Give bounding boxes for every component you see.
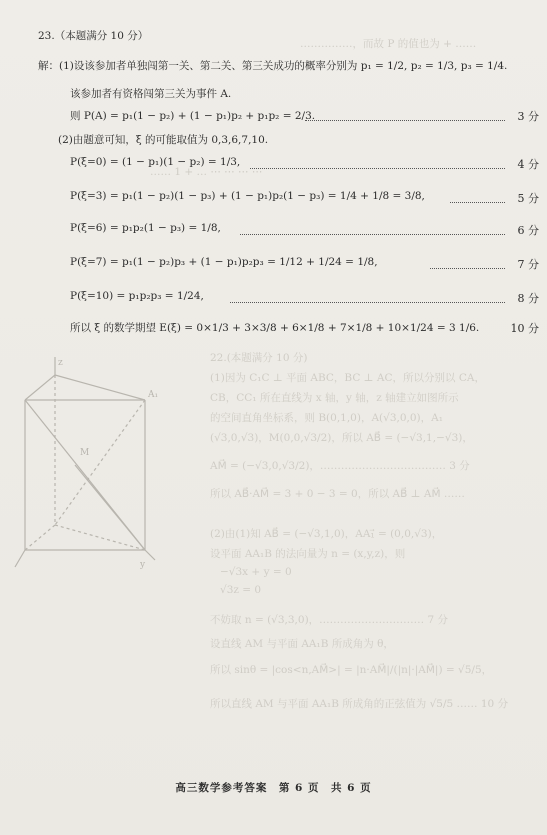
ghost-line: 的空间直角坐标系，则 B(0,1,0)，A(√3,0,0)，A₁: [210, 412, 443, 424]
prob-row-6: P(ξ=6) = p₁p₂(1 − p₃) = 1/8,: [70, 222, 221, 234]
ghost-line: (√3,0,√3)，M(0,0,√3/2)，所以 AB⃗ = (−√3,1,−√3)，: [210, 432, 473, 444]
vertex-a1-label: A₁: [148, 390, 159, 400]
expectation-line: 所以 ξ 的数学期望 E(ξ) = 0×1/3 + 3×3/8 + 6×1/8 + 7×1/8 + 10×1/24 = 3 1/6.: [70, 322, 480, 334]
ghost-line: 不妨取 n = (√3,3,0)，………………………… 7 分: [210, 614, 449, 626]
point-m-label: M: [80, 448, 90, 458]
prob-row-10: P(ξ=10) = p₁p₂p₃ = 1/24,: [70, 290, 204, 302]
page-footer: 高三数学参考答案 第 6 页 共 6 页: [175, 782, 372, 794]
ghost-line: AM⃗ = (−√3,0,√3/2)，……………………………… 3 分: [210, 460, 470, 472]
score-8: 8 分: [517, 292, 539, 305]
ghost-line: 22.(本题满分 10 分): [210, 352, 308, 364]
solution-line-4: (2)由题意可知，ξ 的可能取值为 0,3,6,7,10.: [58, 134, 269, 146]
score-7: 7 分: [517, 258, 539, 271]
axis-z-label: z: [58, 358, 63, 368]
ghost-line: −√3x + y = 0: [220, 566, 292, 578]
score-6: 6 分: [517, 224, 539, 237]
ghost-mid-text: …… 1 + … ⋯ ⋯ ⋯ ⋯: [150, 166, 263, 178]
score-3: 3 分: [517, 110, 539, 123]
axis-y-label: y: [140, 560, 146, 570]
dot-leader: [250, 167, 505, 169]
dot-leader: [230, 301, 505, 303]
ghost-top-text: ……………，而故 P 的值也为 + ……: [300, 38, 477, 50]
score-10: 10 分: [510, 322, 539, 335]
score-5: 5 分: [517, 192, 539, 205]
solution-line-1: 解：(1)设该参加者单独闯第一关、第二关、第三关成功的概率分别为 p₁ = 1/2, p₂ = 1/3, p₃ = 1/4.: [38, 60, 508, 72]
dot-leader: [305, 119, 505, 121]
ghost-line: 所以 sinθ = |cos<n,AM⃗>| = |n·AM⃗|/(|n|·|AM⃗|) = √5/5，: [210, 664, 493, 676]
ghost-line: (2)由(1)知 AB⃗ = (−√3,1,0)，AA₁⃗ = (0,0,√3)，: [210, 528, 443, 540]
prob-row-7: P(ξ=7) = p₁(1 − p₂)p₃ + (1 − p₁)p₂p₃ = 1/12 + 1/24 = 1/8,: [70, 256, 378, 268]
ghost-line: (1)因为 C₁C ⊥ 平面 ABC，BC ⊥ AC，所以分别以 CA，: [210, 372, 485, 384]
prob-row-0: P(ξ=0) = (1 − p₁)(1 − p₂) = 1/3,: [70, 156, 241, 168]
score-4: 4 分: [517, 158, 539, 171]
ghost-question-22: [210, 350, 530, 730]
prism-diagram: [20, 355, 159, 570]
prob-row-3: P(ξ=3) = p₁(1 − p₂)(1 − p₃) + (1 − p₁)p₂(1 − p₃) = 1/4 + 1/8 = 3/8,: [70, 190, 425, 202]
dot-leader: [240, 233, 505, 235]
ghost-line: CB，CC₁ 所在直线为 x 轴，y 轴，z 轴建立如图所示: [210, 392, 459, 404]
ghost-line: 所以 AB⃗·AM⃗ = 3 + 0 − 3 = 0，所以 AB⃗ ⊥ AM⃗ ……: [210, 488, 465, 500]
ghost-line: √3z = 0: [220, 584, 262, 596]
ghost-line: 设直线 AM 与平面 AA₁B 所成角为 θ，: [210, 638, 394, 650]
question-header: 23.（本题满分 10 分）: [38, 30, 149, 42]
ghost-line: 设平面 AA₁B 的法向量为 n = (x,y,z)，则: [210, 548, 406, 560]
solution-line-3: 则 P(A) = p₁(1 − p₂) + (1 − p₁)p₂ + p₁p₂ = 2/3.: [70, 110, 316, 122]
ghost-line: 所以直线 AM 与平面 AA₁B 所成角的正弦值为 √5/5 …… 10 分: [210, 698, 509, 710]
dot-leader: [450, 201, 505, 203]
solution-line-2: 该参加者有资格闯第三关为事件 A.: [70, 88, 232, 100]
dot-leader: [430, 267, 505, 269]
